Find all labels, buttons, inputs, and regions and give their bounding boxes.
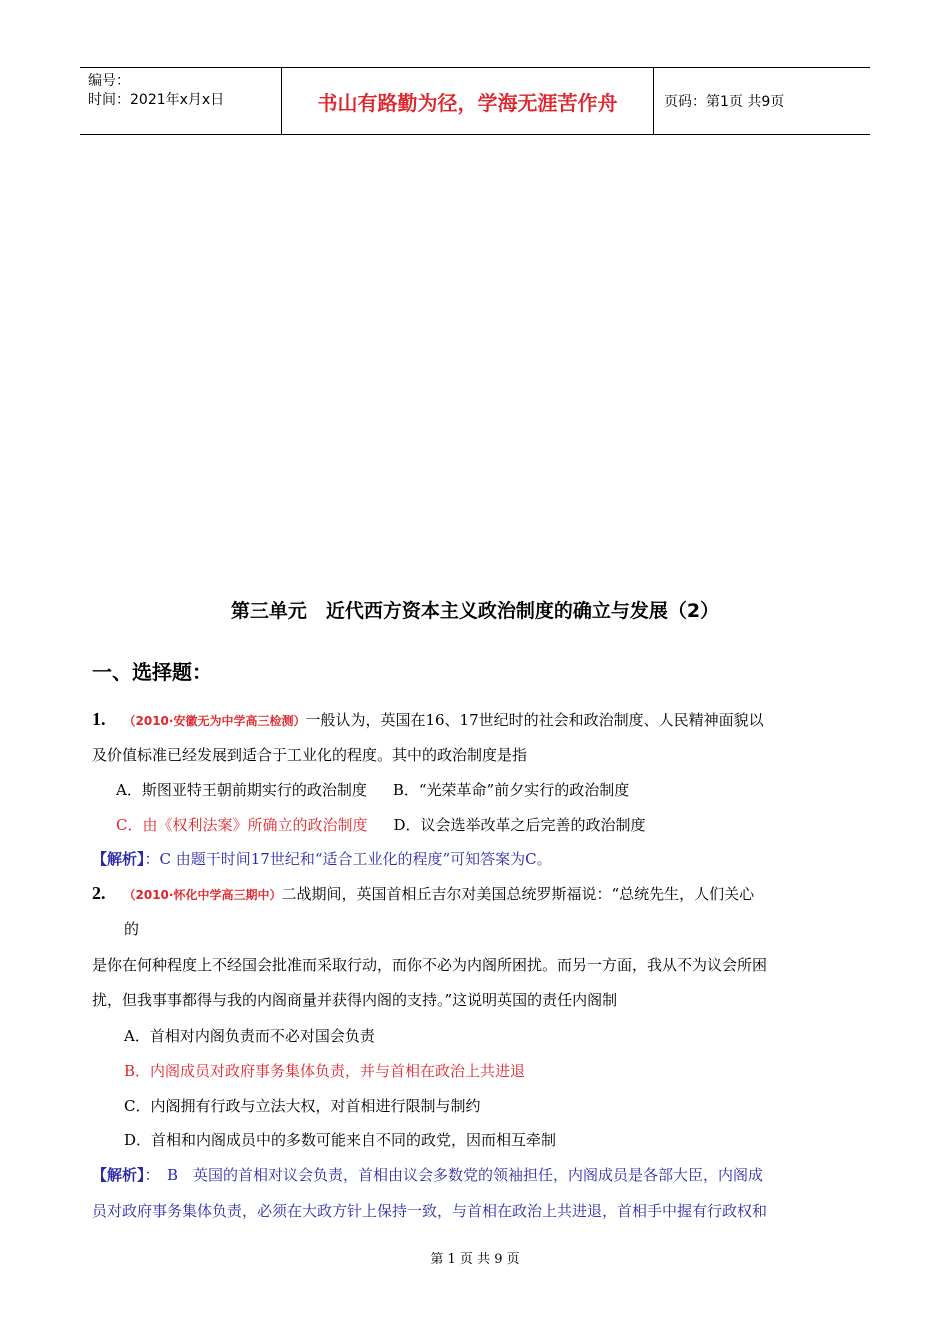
document-title: 第三单元 近代西方资本主义政治制度的确立与发展（2） (230, 600, 720, 622)
q2-analysis-label: 【解析】 (92, 1166, 145, 1184)
q1-analysis-label: 【解析】 (92, 850, 145, 868)
q1-analysis-text: ：C 由题干时间17世纪和“适合工业化的程度”可知答案为C。 (144, 850, 552, 868)
number-label: 编号： (88, 73, 130, 89)
header-motto: 书山有路勤为径，学海无涯苦作舟 (282, 68, 654, 134)
q2-stem-text: 二战期间，英国首相丘吉尔对美国总统罗斯福说：“总统先生，人们关心 (281, 885, 755, 903)
q2-stem-line1 (92, 883, 754, 905)
q2-option-c: C．内阁拥有行政与立法大权，对首相进行限制与制约 (124, 1097, 481, 1115)
q1-source: （2010·安徽无为中学高三检测） (123, 714, 306, 728)
q1-option-c: C．由《权利法案》所确立的政治制度 (116, 816, 368, 834)
q2-source: （2010·怀化中学高三期中） (123, 888, 282, 902)
q2-analysis-line2: 员对政府事务集体负责，必须在大政方针上保持一致，与首相在政治上共进退，首相手中握有行政权和 (92, 1202, 768, 1220)
q2-option-b: B．内阁成员对政府事务集体负责，并与首相在政治上共进退 (124, 1062, 526, 1080)
q1-analysis (92, 849, 552, 869)
q1-stem-line1 (92, 709, 764, 731)
time-label: 时间：2021年x月x日 (88, 92, 225, 108)
q2-stem-line2: 是你在何种程度上不经国会批准而采取行动，而你不必为内阁所困扰。而另一方面，我从不为议会所困 (92, 956, 768, 974)
header-meta (80, 68, 282, 134)
q2-option-a: A．首相对内阁负责而不必对国会负责 (124, 1027, 375, 1045)
section-heading: 一、选择题： (92, 660, 212, 684)
q2-stem-line1b: 的 (124, 920, 140, 938)
page-header (80, 67, 870, 135)
q2-analysis-line1 (92, 1165, 763, 1185)
q1-stem-text: 一般认为，英国在16、17世纪时的社会和政治制度、人民精神面貌以 (305, 711, 764, 729)
page-footer: 第 1 页 共 9 页 (430, 1252, 520, 1267)
q1-option-a: A．斯图亚特王朝前期实行的政治制度 (116, 781, 367, 799)
q1-options-ab (116, 780, 629, 800)
q1-number: 1. (92, 709, 106, 729)
q1-options-cd (116, 815, 646, 835)
q2-option-d: D．首相和内阁成员中的多数可能来自不同的政党，因而相互牵制 (124, 1131, 557, 1149)
q2-stem-line3: 扰，但我事事都得与我的内阁商量并获得内阁的支持。”这说明英国的责任内阁制 (92, 991, 618, 1009)
q2-analysis-text1: ： B 英国的首相对议会负责，首相由议会多数党的领袖担任，内阁成员是各部大臣，内阁成 (144, 1166, 764, 1184)
header-page-info: 页码：第1页 共9页 (664, 94, 785, 110)
q1-option-b: B．“光荣革命”前夕实行的政治制度 (392, 781, 630, 799)
q1-option-d: D．议会选举改革之后完善的政治制度 (393, 816, 646, 834)
q2-number: 2. (92, 883, 106, 903)
q1-stem-line2: 及价值标准已经发展到适合于工业化的程度。其中的政治制度是指 (92, 746, 528, 764)
